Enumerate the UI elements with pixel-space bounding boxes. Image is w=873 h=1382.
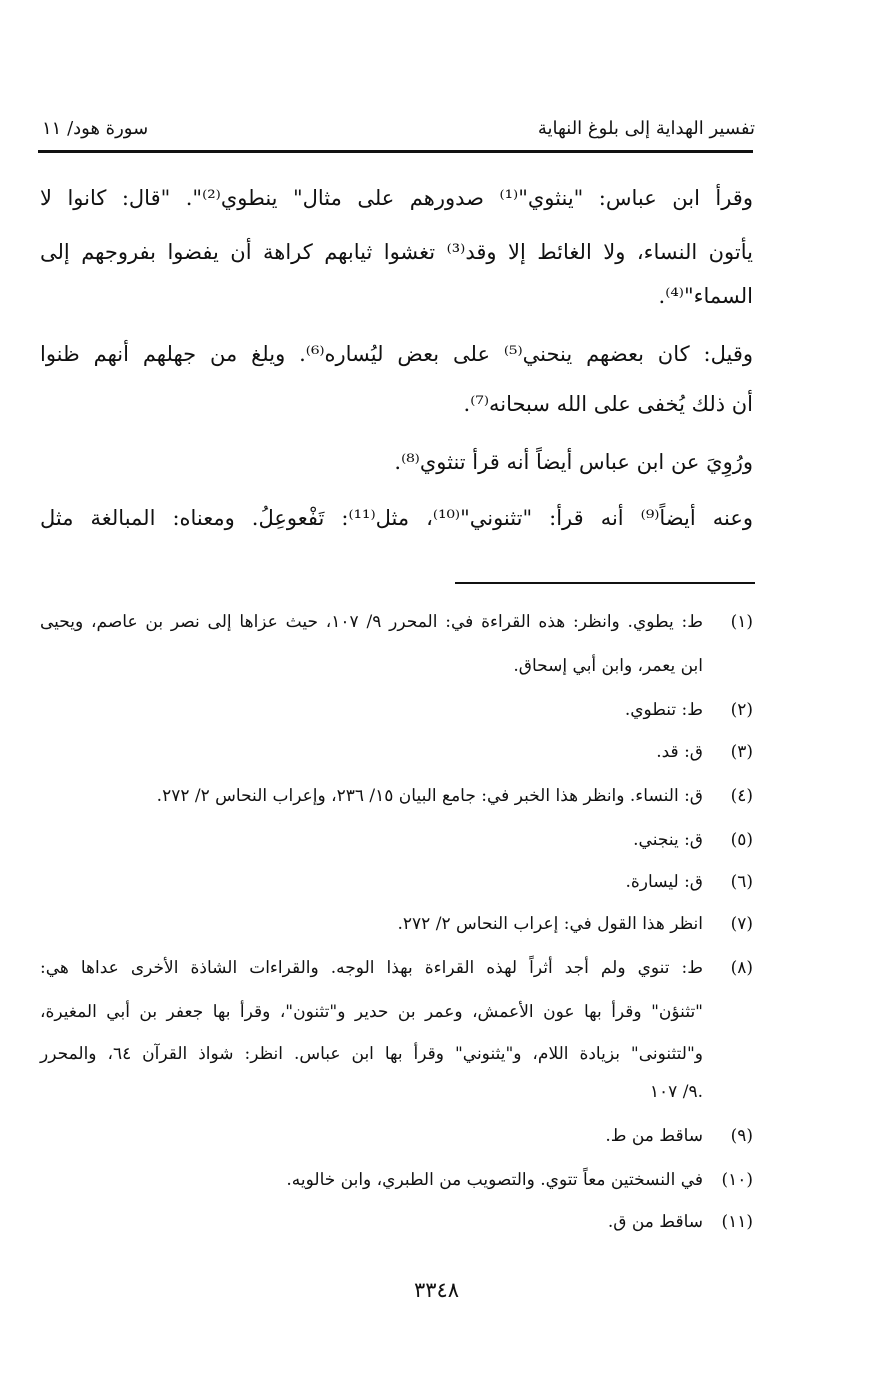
footnote-text: ابن يعمر، وابن أبي إسحاق. bbox=[513, 656, 703, 676]
footnote-number: (١٠) bbox=[721, 1170, 753, 1190]
footnote-text: انظر هذا القول في: إعراب النحاس ٢/ ٢٧٢. bbox=[397, 914, 703, 934]
running-header-surah: سورة هود/ ١١ bbox=[42, 118, 149, 139]
footnote-text: في النسختين معاً تتوي. والتصويب من الطبري، وابن خالويه. bbox=[286, 1170, 703, 1190]
body-line: وقيل: كان بعضهم ينحني⁽⁵⁾ على بعض ليُساره⁽⁶⁾. ويلغ من جهلهم أنهم ظنوا bbox=[40, 342, 753, 366]
footnote-text: و"لتثنونى" بزيادة اللام، و"يثنوني" وقرأ بها ابن عباس. انظر: شواذ القرآن ٦٤، والمحرر bbox=[40, 1044, 703, 1064]
footnote-text: ساقط من ق. bbox=[607, 1212, 703, 1232]
footnote-text: ساقط من ط. bbox=[605, 1126, 703, 1146]
footnote-text: ق: قد. bbox=[656, 742, 703, 762]
footnote-text: ط: تنوي ولم أجد أثراً لهذه القراءة بهذا الوجه. والقراءات الشاذة الأخرى عداها هي: bbox=[40, 958, 703, 978]
footnote-number: (٦) bbox=[730, 872, 753, 892]
footnote-text: ٩/ ١٠٧. bbox=[649, 1082, 703, 1102]
running-header-book-title: تفسير الهداية إلى بلوغ النهاية bbox=[537, 118, 755, 139]
body-line: يأتون النساء، ولا الغائط إلا وقد⁽³⁾ تغشوا ثيابهم كراهة أن يفضوا بفروجهم إلى bbox=[40, 240, 753, 264]
footnote-number: (١١) bbox=[721, 1212, 753, 1232]
footnote-text: ط: تنطوي. bbox=[624, 700, 703, 720]
footnote-number: (٣) bbox=[730, 742, 753, 762]
body-line: السماء"⁽⁴⁾. bbox=[658, 284, 753, 308]
footnote-text: ط: يطوي. وانظر: هذه القراءة في: المحرر ٩/ ١٠٧، حيث عزاها إلى نصر بن عاصم، ويحيى bbox=[40, 612, 703, 632]
footnote-number: (٧) bbox=[730, 914, 753, 934]
footnote-text: "تثنؤن" وقرأ بها عون الأعمش، وعمر بن حدير و"تثنون"، وقرأ بها جعفر بن أبي المغيرة، bbox=[40, 1002, 703, 1022]
header-divider bbox=[38, 150, 753, 153]
footnote-number: (١) bbox=[730, 612, 753, 632]
footnote-number: (٤) bbox=[730, 786, 753, 806]
body-line: وقرأ ابن عباس: "ينثوي"⁽¹⁾ صدورهم على مثال" ينطوي⁽²⁾". "قال: كانوا لا bbox=[40, 186, 753, 210]
footnote-number: (٥) bbox=[730, 830, 753, 850]
footnote-number: (٩) bbox=[730, 1126, 753, 1146]
footnote-divider bbox=[455, 582, 755, 584]
footnote-number: (٨) bbox=[730, 958, 753, 978]
body-line: أن ذلك يُخفى على الله سبحانه⁽⁷⁾. bbox=[463, 392, 753, 416]
page-number: ٣٣٤٨ bbox=[413, 1278, 460, 1302]
footnote-text: ق: النساء. وانظر هذا الخبر في: جامع البيان ١٥/ ٢٣٦، وإعراب النحاس ٢/ ٢٧٢. bbox=[156, 786, 703, 806]
footnote-number: (٢) bbox=[730, 700, 753, 720]
body-line: ورُوِيَ عن ابن عباس أيضاً أنه قرأ تنثوي⁽⁸⁾. bbox=[394, 450, 753, 474]
body-line: وعنه أيضاً⁽⁹⁾ أنه قرأ: "تثنوني"⁽¹⁰⁾، مثل⁽¹¹⁾: تَفْعوعِلُ. ومعناه: المبالغة مثل bbox=[40, 506, 753, 530]
footnote-text: ق: ليسارة. bbox=[625, 872, 703, 892]
footnote-text: ق: ينجني. bbox=[633, 830, 703, 850]
